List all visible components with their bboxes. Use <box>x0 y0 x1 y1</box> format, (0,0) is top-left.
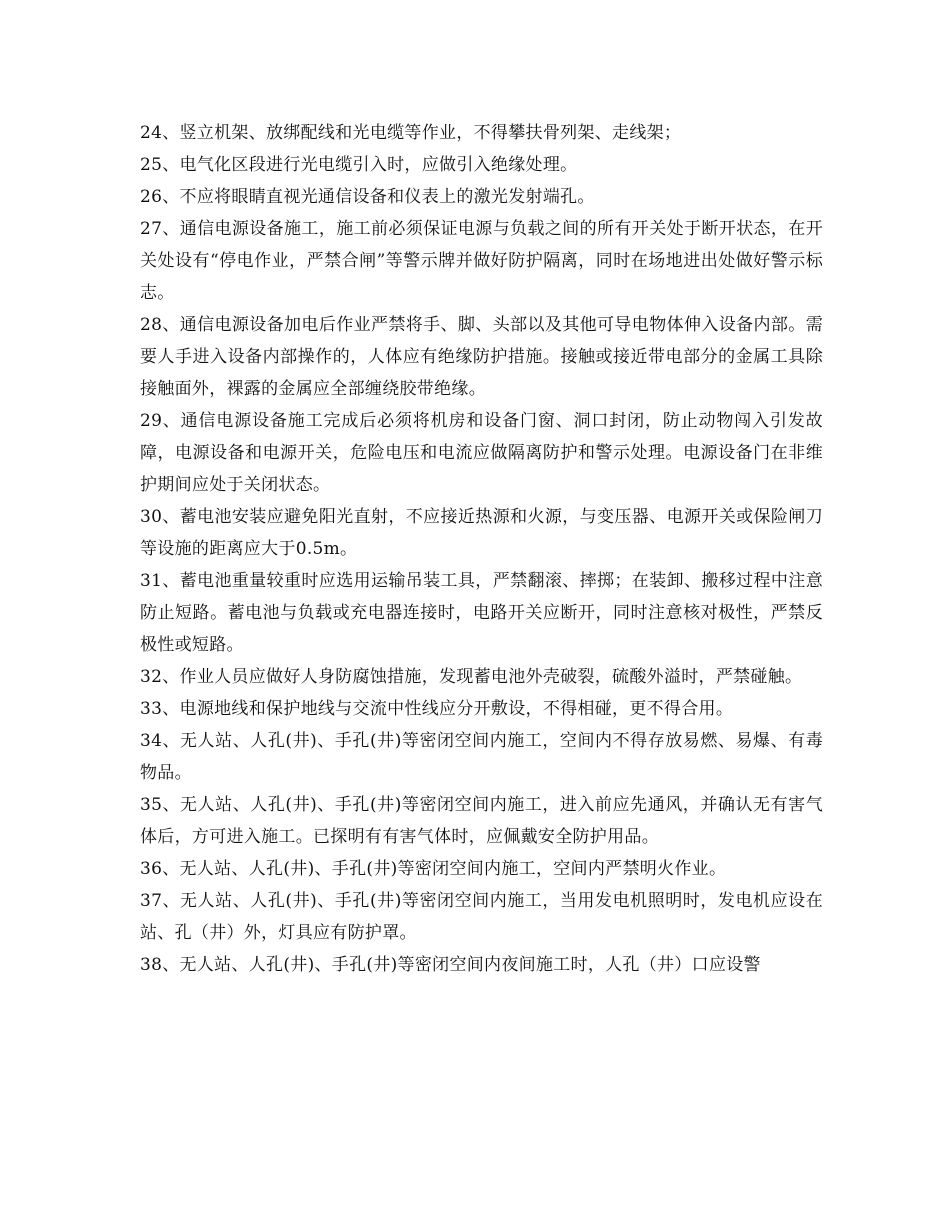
clause-30: 30、蓄电池安装应避免阳光直射，不应接近热源和火源，与变压器、电源开关或保险闸刀等设施的距离应大于0.5m。 <box>140 507 823 559</box>
clause-37: 37、无人站、人孔(井)、手孔(井)等密闭空间内施工，当用发电机照明时，发电机应设在站、孔（井）外，灯具应有防护罩。 <box>140 891 823 943</box>
clause-27: 27、通信电源设备施工，施工前必须保证电源与负载之间的所有开关处于断开状态，在开关处设有“停电作业，严禁合闸”等警示牌并做好防护隔离，同时在场地进出处做好警示标志。 <box>140 219 823 303</box>
clause-35: 35、无人站、人孔(井)、手孔(井)等密闭空间内施工，进入前应先通风，并确认无有害气体后，方可进入施工。已探明有有害气体时，应佩戴安全防护用品。 <box>140 795 823 847</box>
clause-24: 24、竖立机架、放绑配线和光电缆等作业，不得攀扶骨列架、走线架； <box>140 123 682 143</box>
clause-25: 25、电气化区段进行光电缆引入时，应做引入绝缘处理。 <box>140 155 578 175</box>
clause-38: 38、无人站、人孔(井)、手孔(井)等密闭空间内夜间施工时，人孔（井）口应设警 <box>140 955 761 975</box>
clause-29: 29、通信电源设备施工完成后必须将机房和设备门窗、洞口封闭，防止动物闯入引发故障，电源设备和电源开关，危险电压和电流应做隔离防护和警示处理。电源设备门在非维护期间应处于关闭状态。 <box>140 411 823 495</box>
clause-34: 34、无人站、人孔(井)、手孔(井)等密闭空间内施工，空间内不得存放易燃、易爆、有毒物品。 <box>140 731 823 783</box>
clause-36: 36、无人站、人孔(井)、手孔(井)等密闭空间内施工，空间内严禁明火作业。 <box>140 859 727 879</box>
clause-32: 32、作业人员应做好人身防腐蚀措施，发现蓄电池外壳破裂，硫酸外溢时，严禁碰触。 <box>140 667 803 687</box>
clause-33: 33、电源地线和保护地线与交流中性线应分开敷设，不得相碰，更不得合用。 <box>140 699 734 719</box>
clause-28: 28、通信电源设备加电后作业严禁将手、脚、头部以及其他可导电物体伸入设备内部。需要人手进入设备内部操作的，人体应有绝缘防护措施。接触或接近带电部分的金属工具除接触面外，裸露的金属应全部缠绕胶带绝缘。 <box>140 315 823 399</box>
clause-26: 26、不应将眼睛直视光通信设备和仪表上的激光发射端孔。 <box>140 187 595 207</box>
document-body <box>140 117 823 981</box>
clause-31: 31、蓄电池重量较重时应选用运输吊装工具，严禁翻滚、摔掷；在装卸、搬移过程中注意防止短路。蓄电池与负载或充电器连接时，电路开关应断开，同时注意核对极性，严禁反极性或短路。 <box>140 571 823 655</box>
